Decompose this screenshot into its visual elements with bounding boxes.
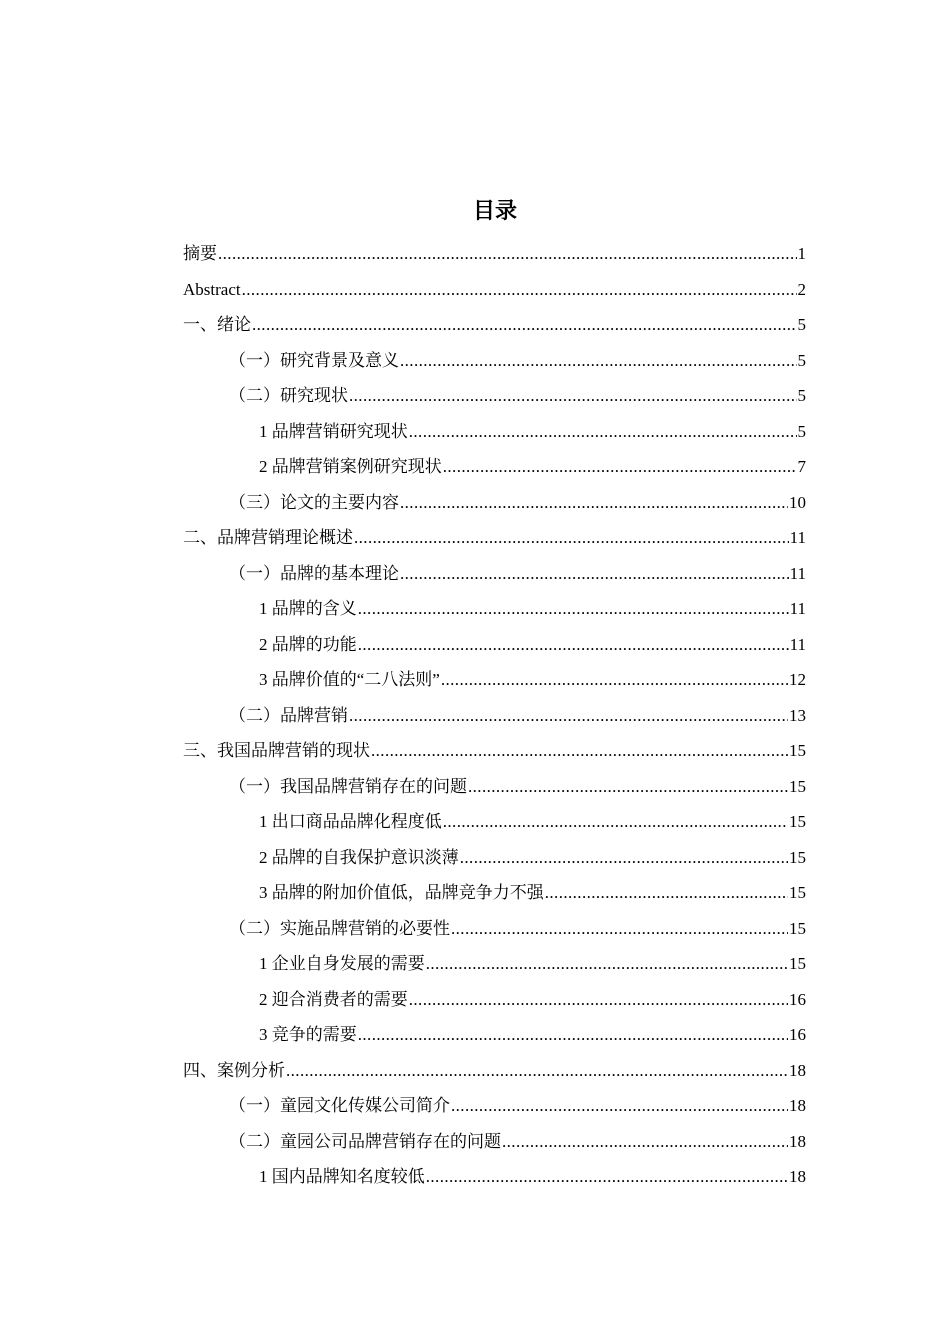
- toc-entry-label: 2 品牌的功能: [259, 634, 357, 654]
- toc-entry[interactable]: [183, 911, 806, 947]
- toc-entry-page-number: 5: [797, 421, 806, 441]
- toc-entry-label: 1 出口商品品牌化程度低: [259, 812, 442, 831]
- toc-entry-label: 3 竞争的需要: [259, 1025, 357, 1044]
- toc-title: 目录: [472, 199, 517, 224]
- dot-leader: [468, 769, 788, 805]
- dot-leader: [349, 698, 788, 734]
- toc-entry[interactable]: [183, 769, 806, 805]
- dot-leader: [545, 875, 788, 911]
- toc-entry-page-number: 15: [789, 847, 806, 867]
- toc-entry-page-number: 15: [789, 776, 806, 796]
- toc-entry-page-number: 15: [789, 918, 806, 938]
- toc-entry-page-number: 16: [789, 1025, 806, 1044]
- toc-entry-page-number: 5: [797, 315, 806, 334]
- toc-entry-label: （一）品牌的基本理论: [229, 563, 399, 583]
- table-of-contents: [183, 236, 806, 1195]
- dot-leader: [358, 1017, 788, 1053]
- toc-entry-label: （一）童园文化传媒公司简介: [229, 1096, 450, 1115]
- toc-entry-label: 三、我国品牌营销的现状: [183, 741, 370, 760]
- dot-leader: [349, 378, 797, 414]
- toc-entry-page-number: 15: [789, 883, 806, 902]
- toc-entry-label: （一）研究背景及意义: [229, 350, 399, 370]
- toc-entry-page-number: 10: [789, 492, 806, 512]
- toc-entry-page-number: 15: [789, 741, 806, 760]
- toc-entry[interactable]: [183, 1159, 806, 1195]
- toc-entry[interactable]: [183, 1124, 806, 1160]
- toc-entry-label: Abstract: [183, 279, 241, 299]
- toc-entry-page-number: 1: [797, 244, 806, 263]
- dot-leader: [460, 840, 788, 876]
- toc-entry-label: （二）童园公司品牌营销存在的问题: [229, 1131, 501, 1151]
- toc-entry-page-number: 18: [789, 1167, 806, 1186]
- toc-entry[interactable]: [183, 236, 806, 272]
- toc-entry-page-number: 15: [789, 954, 806, 973]
- dot-leader: [451, 911, 788, 947]
- toc-entry-label: （二）实施品牌营销的必要性: [229, 918, 450, 938]
- toc-entry[interactable]: [183, 627, 806, 663]
- dot-leader: [252, 307, 797, 343]
- toc-entry[interactable]: [183, 1053, 806, 1089]
- toc-entry[interactable]: [183, 414, 806, 450]
- toc-entry-label: （三）论文的主要内容: [229, 492, 399, 512]
- toc-entry-label: 1 国内品牌知名度较低: [259, 1167, 425, 1186]
- toc-entry[interactable]: [183, 343, 806, 379]
- toc-entry[interactable]: [183, 840, 806, 876]
- toc-entry-page-number: 18: [789, 1060, 806, 1080]
- toc-entry[interactable]: [183, 485, 806, 521]
- dot-leader: [451, 1088, 788, 1124]
- dot-leader: [426, 946, 788, 982]
- dot-leader: [409, 982, 788, 1018]
- toc-entry-page-number: 15: [789, 812, 806, 831]
- toc-entry-page-number: 2: [797, 279, 806, 299]
- dot-leader: [242, 272, 797, 308]
- toc-entry-label: 2 品牌营销案例研究现状: [259, 457, 442, 476]
- dot-leader: [502, 1124, 788, 1160]
- dot-leader: [286, 1053, 788, 1089]
- toc-entry-label: 2 迎合消费者的需要: [259, 989, 408, 1009]
- toc-entry-label: 3 品牌的附加价值低，品牌竞争力不强: [259, 883, 544, 902]
- toc-entry-page-number: 7: [797, 457, 806, 476]
- toc-entry[interactable]: [183, 804, 806, 840]
- toc-entry-label: 1 品牌的含义: [259, 599, 357, 618]
- toc-entry-page-number: 18: [789, 1096, 806, 1115]
- dot-leader: [371, 733, 788, 769]
- toc-entry-page-number: 11: [789, 599, 806, 618]
- toc-entry-label: （一）我国品牌营销存在的问题: [229, 776, 467, 796]
- toc-entry[interactable]: [183, 272, 806, 308]
- toc-entry-page-number: 11: [789, 528, 806, 547]
- dot-leader: [400, 485, 788, 521]
- toc-entry-label: 四、案例分析: [183, 1060, 285, 1080]
- toc-entry[interactable]: [183, 1088, 806, 1124]
- dot-leader: [443, 449, 797, 485]
- toc-entry-page-number: 11: [789, 634, 806, 654]
- toc-entry[interactable]: [183, 556, 806, 592]
- toc-entry-page-number: 16: [789, 989, 806, 1009]
- dot-leader: [441, 662, 788, 698]
- toc-entry-label: （二）品牌营销: [229, 705, 348, 725]
- toc-entry[interactable]: [183, 662, 806, 698]
- toc-entry[interactable]: [183, 591, 806, 627]
- toc-entry[interactable]: [183, 698, 806, 734]
- dot-leader: [358, 627, 789, 663]
- toc-entry[interactable]: [183, 378, 806, 414]
- toc-entry-label: 2 品牌的自我保护意识淡薄: [259, 847, 459, 867]
- toc-entry[interactable]: [183, 1017, 806, 1053]
- toc-entry-page-number: 5: [797, 386, 806, 405]
- toc-entry[interactable]: [183, 875, 806, 911]
- toc-entry-label: 3 品牌价值的“二八法则”: [259, 670, 440, 689]
- toc-entry-page-number: 11: [789, 563, 806, 583]
- toc-entry-page-number: 5: [797, 350, 806, 370]
- dot-leader: [409, 414, 797, 450]
- toc-entry[interactable]: [183, 449, 806, 485]
- toc-entry[interactable]: [183, 520, 806, 556]
- toc-entry-label: （二）研究现状: [229, 386, 348, 405]
- toc-entry-label: 二、品牌营销理论概述: [183, 528, 353, 547]
- dot-leader: [218, 236, 797, 272]
- toc-entry-page-number: 12: [789, 670, 806, 689]
- toc-entry-page-number: 13: [789, 705, 806, 725]
- dot-leader: [443, 804, 788, 840]
- toc-entry[interactable]: [183, 946, 806, 982]
- toc-entry-label: 1 品牌营销研究现状: [259, 421, 408, 441]
- toc-entry-label: 摘要: [183, 244, 217, 263]
- toc-entry[interactable]: [183, 733, 806, 769]
- toc-entry-label: 1 企业自身发展的需要: [259, 954, 425, 973]
- dot-leader: [354, 520, 789, 556]
- toc-entry[interactable]: [183, 307, 806, 343]
- toc-entry-page-number: 18: [789, 1131, 806, 1151]
- toc-entry-label: 一、绪论: [183, 315, 251, 334]
- dot-leader: [400, 556, 789, 592]
- dot-leader: [400, 343, 797, 379]
- toc-entry[interactable]: [183, 982, 806, 1018]
- dot-leader: [358, 591, 789, 627]
- dot-leader: [426, 1159, 788, 1195]
